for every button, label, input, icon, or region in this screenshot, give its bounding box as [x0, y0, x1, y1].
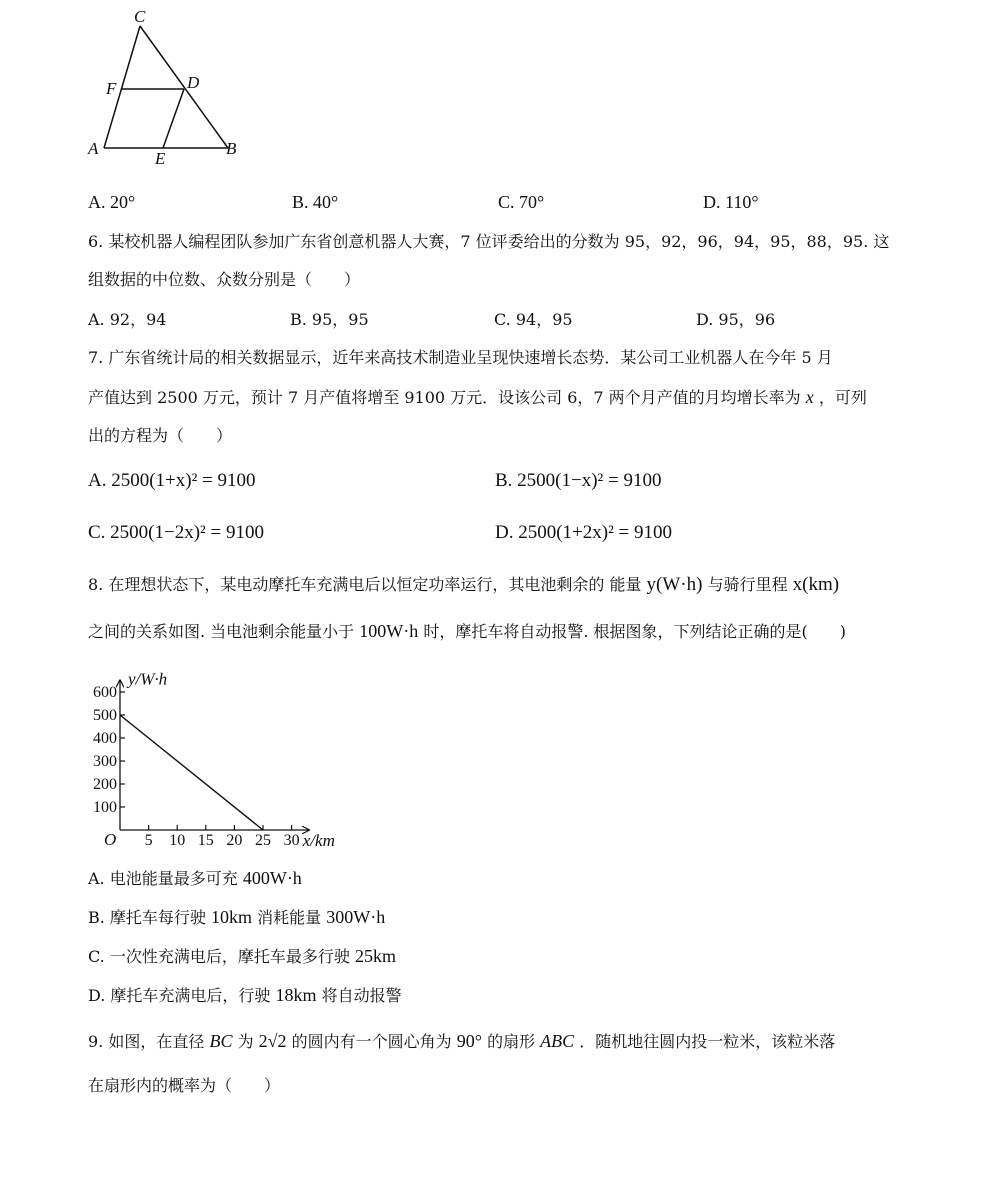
origin-label: O: [104, 830, 117, 849]
q8-option-a-value: 400W·h: [242, 868, 302, 888]
q7-option-c: C. 2500(1−2x)² = 9100: [88, 522, 264, 543]
q8-option-b: [88, 907, 385, 928]
q8-option-d: [88, 985, 402, 1006]
q8-energy-unit: y(W·h): [646, 574, 703, 595]
label-c: C: [134, 8, 146, 26]
q9-diameter-bc: BC: [209, 1031, 233, 1051]
q6-option-a: A. 92，94: [88, 310, 167, 329]
x-axis-label: x/km: [302, 831, 335, 850]
q6-option-c: C. 94，95: [494, 310, 573, 329]
y-tick-label: 500: [93, 707, 117, 724]
q8-option-b-text: B. 摩托车每行驶: [88, 908, 206, 927]
side-cb: [140, 26, 228, 148]
q8-option-c: [88, 946, 396, 967]
y-tick-label: 100: [93, 799, 117, 816]
q8-option-a: [88, 868, 302, 889]
q9-stem-line1: [88, 1031, 835, 1052]
q8-stem-line1-text: 8. 在理想状态下，某电动摩托车充满电后以恒定功率运行，其电池剩余的 能量: [88, 575, 642, 594]
q8-stem-line2-text: 之间的关系如图. 当电池剩余能量小于: [88, 622, 355, 641]
x-tick-label: 10: [169, 832, 186, 849]
q8-stem-line2: [88, 621, 846, 642]
x-tick-label: 30: [283, 832, 300, 849]
battery-energy-chart: [80, 652, 370, 852]
q5-option-d: D. 110°: [703, 192, 759, 212]
q8-option-c-value: 25km: [354, 946, 396, 966]
y-tick-label: 300: [93, 753, 117, 770]
x-tick-label: 25: [255, 832, 271, 849]
q9-diameter-value: 2√2: [258, 1031, 287, 1051]
q6-option-b: B. 95，95: [290, 310, 369, 329]
y-tick-label: 600: [93, 684, 117, 701]
q7-stem-line2-text: 产值达到 2500 万元，预计 7 月产值将增至 9100 万元．设该公司 6，7 两个月产值的月均增长率为: [88, 388, 801, 407]
q8-option-b-text2: 消耗能量: [257, 908, 322, 927]
q7-variable-x: x: [805, 387, 814, 407]
y-tick-label: 400: [93, 730, 117, 747]
q8-option-a-text: A. 电池能量最多可充: [88, 869, 238, 888]
q8-option-b-distance: 10km: [211, 907, 253, 927]
q8-option-c-text: C. 一次性充满电后，摩托车最多行驶: [88, 947, 350, 966]
q8-stem-line2-end: 时，摩托车将自动报警. 根据图象，下列结论正确的是( ): [423, 622, 847, 641]
q8-option-d-text2: 将自动报警: [321, 986, 402, 1005]
q7-stem-line3: 出的方程为（ ）: [88, 426, 233, 445]
q6-option-d: D. 95，96: [696, 310, 776, 329]
q5-option-b: B. 40°: [292, 192, 339, 212]
q7-option-d: D. 2500(1+2x)² = 9100: [495, 522, 673, 543]
label-b: B: [226, 139, 237, 158]
q8-alarm-threshold: 100W·h: [359, 621, 419, 641]
q9-sector-abc: ABC: [540, 1031, 575, 1051]
series-line-battery-energy: [120, 715, 263, 830]
q5-option-c: C. 70°: [498, 192, 545, 212]
x-tick-label: 5: [144, 832, 153, 849]
label-e: E: [155, 149, 166, 168]
y-axis-label: y/W·h: [128, 669, 168, 689]
q6-stem-line1: 6. 某校机器人编程团队参加广东省创意机器人大赛，7 位评委给出的分数为 95，92，96，94，95，88，95. 这: [88, 232, 890, 251]
q9-stem-text-a: 9. 如图，在直径: [88, 1032, 205, 1051]
q9-stem-text-b: 为: [237, 1032, 254, 1051]
x-tick-label: 15: [197, 832, 214, 849]
q7-option-a: A. 2500(1+x)² = 9100: [88, 470, 256, 491]
q8-option-d-text: D. 摩托车充满电后，行驶: [88, 986, 271, 1005]
q9-stem-text-e: ．随机地往圆内投一粒米，该粒米落: [579, 1032, 836, 1051]
label-f: F: [106, 79, 117, 98]
x-tick-label: 20: [226, 832, 243, 849]
q9-stem-text-d: 的扇形: [487, 1032, 536, 1051]
triangle-figure: [80, 8, 250, 168]
q6-stem-line2: 组数据的中位数、众数分别是（ ）: [88, 270, 361, 289]
q9-central-angle: 90°: [456, 1031, 482, 1051]
q9-stem-text-c: 的圆内有一个圆心角为: [291, 1032, 452, 1051]
q7-stem-line1: 7. 广东省统计局的相关数据显示，近年来高技术制造业呈现快速增长态势．某公司工业机器人在今年 5 月: [88, 348, 833, 367]
q8-option-b-energy: 300W·h: [326, 907, 386, 927]
q8-distance-unit: x(km): [792, 574, 840, 595]
segment-de: [163, 89, 184, 148]
label-d: D: [187, 73, 200, 92]
q5-option-a: A. 20°: [88, 192, 136, 212]
q8-stem-line1-mid: 与骑行里程: [707, 575, 788, 594]
q7-stem-line2: [88, 387, 867, 408]
q8-option-d-value: 18km: [275, 985, 317, 1005]
label-a: A: [88, 139, 99, 158]
q7-option-b: B. 2500(1−x)² = 9100: [495, 470, 662, 491]
q7-stem-line2-end: ，可列: [818, 388, 867, 407]
q8-stem-line1: [88, 575, 839, 595]
y-tick-label: 200: [93, 776, 117, 793]
q9-stem-line2: 在扇形内的概率为（ ）: [88, 1076, 281, 1095]
